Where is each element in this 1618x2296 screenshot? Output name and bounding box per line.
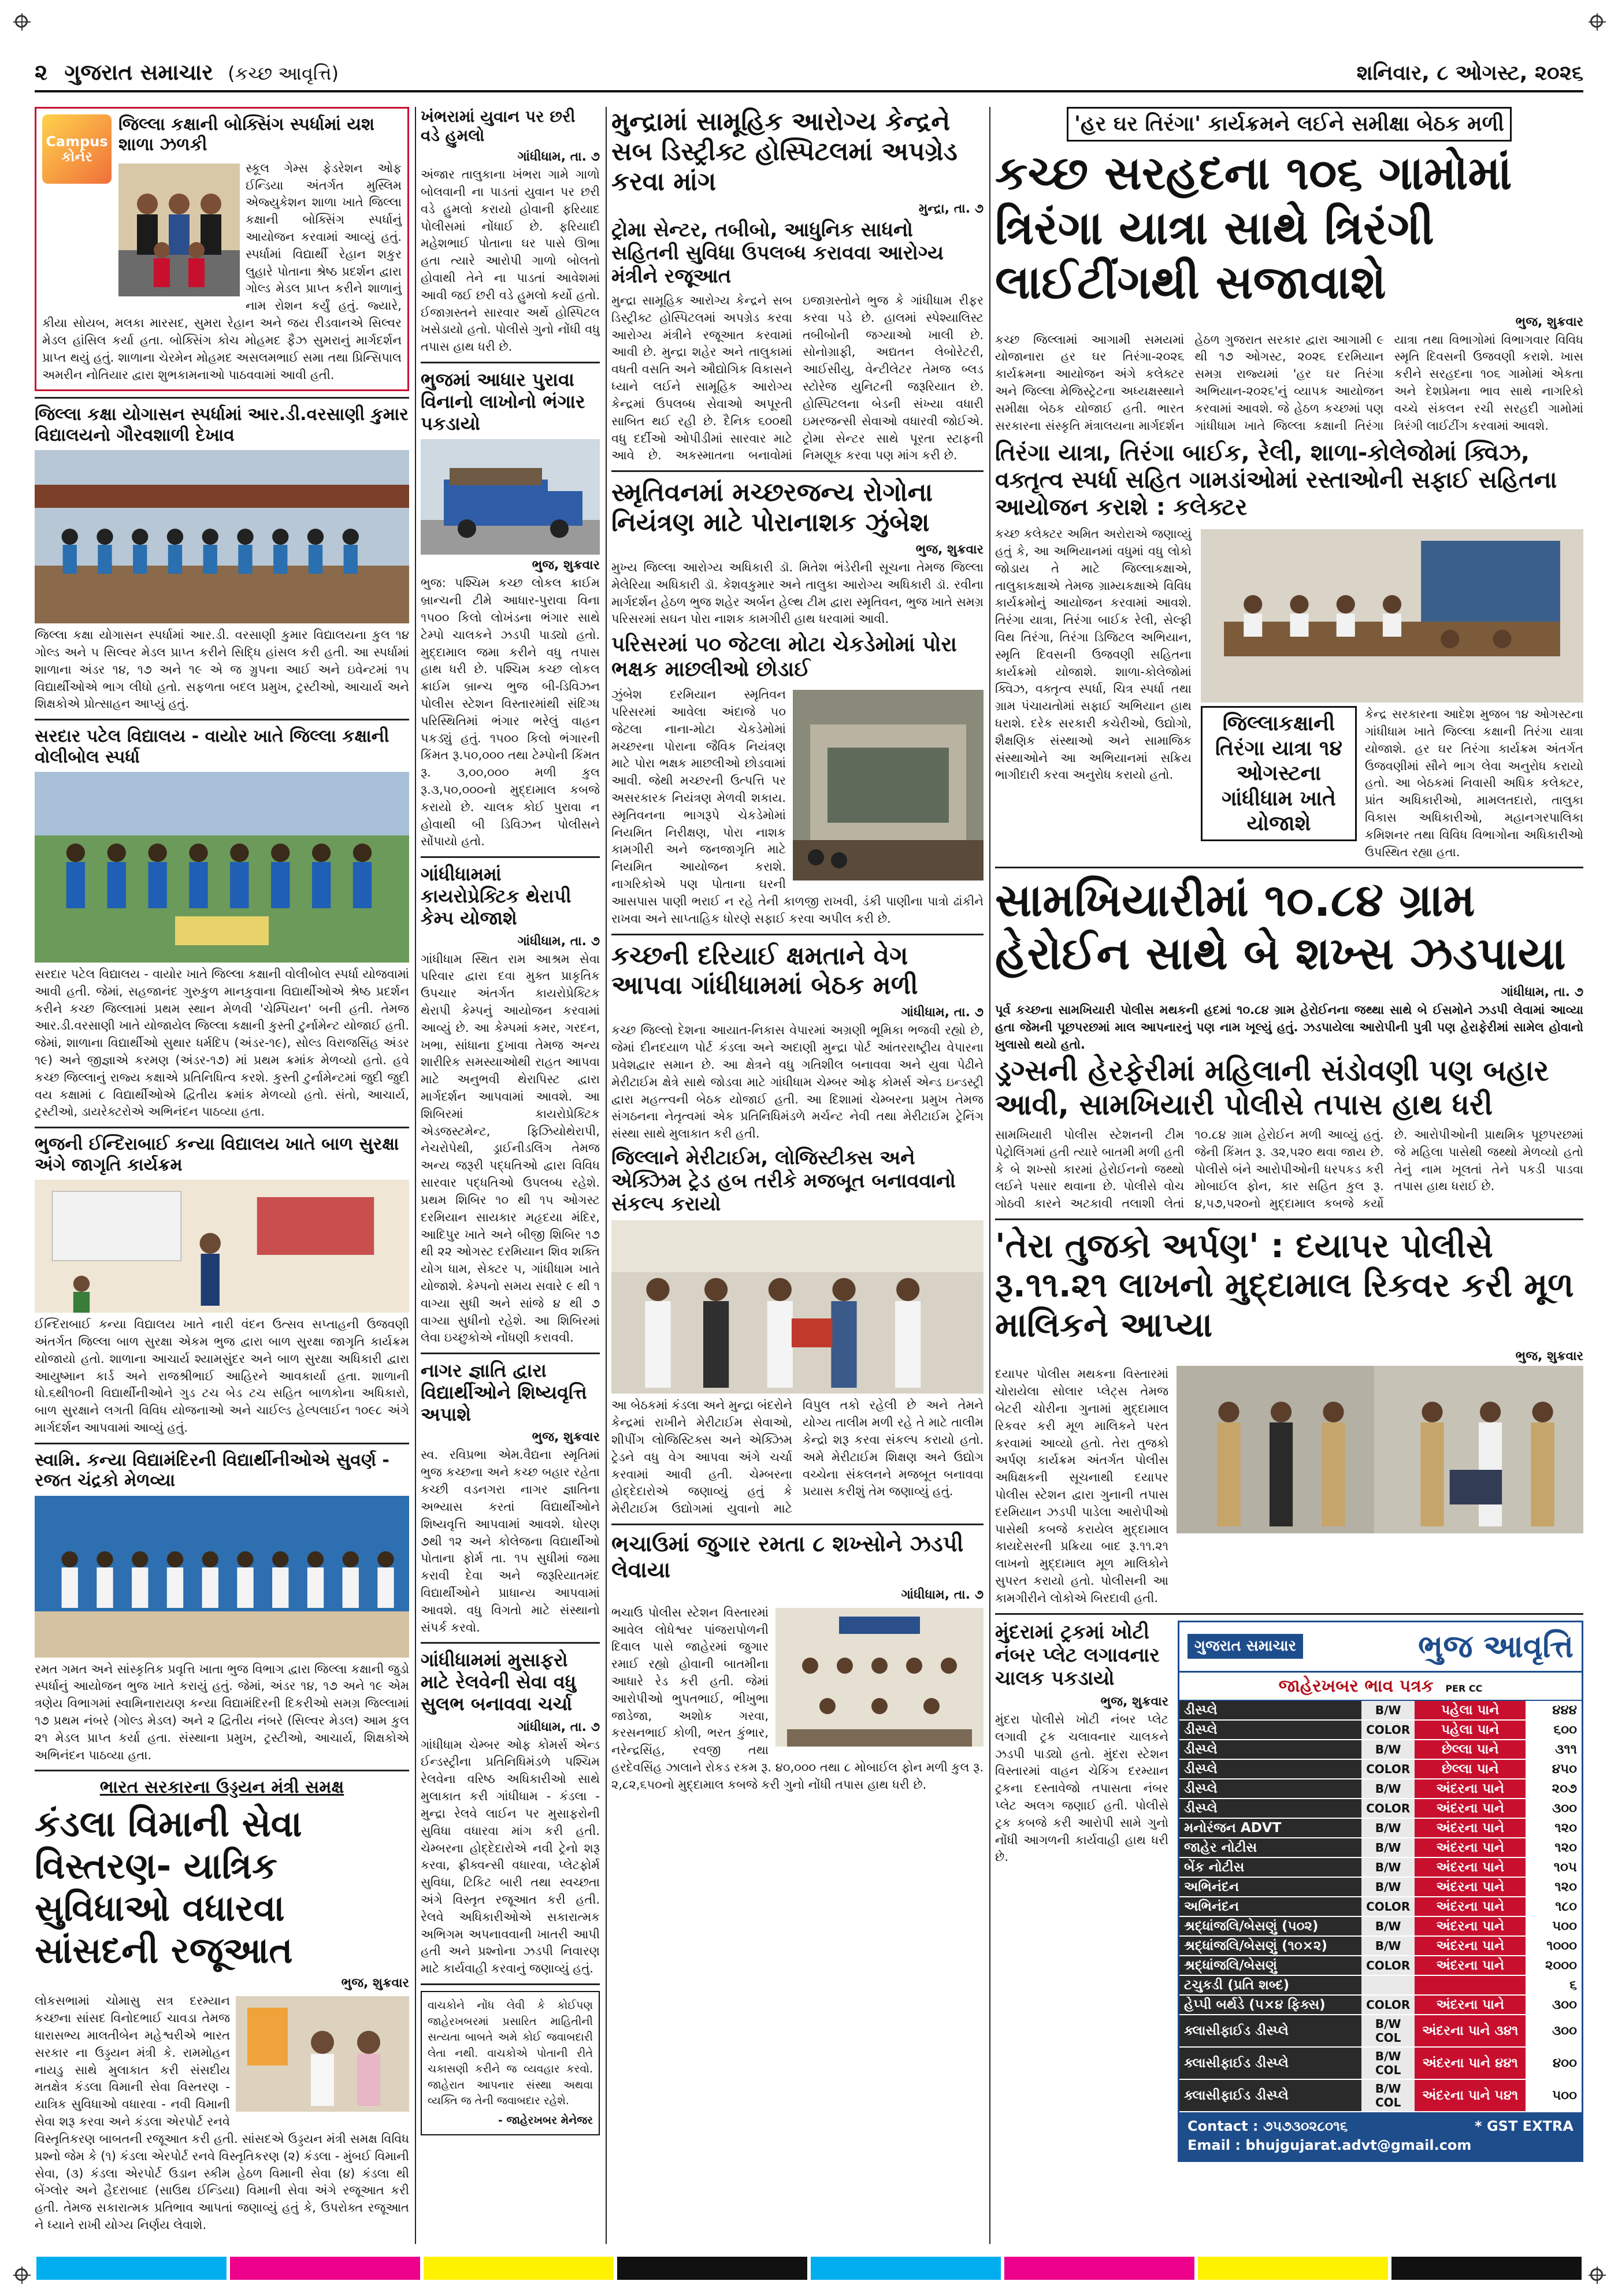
rate-cell-rate: ૫૦૦ [1526, 1916, 1582, 1936]
rate-row [1179, 1936, 1582, 1956]
rate-cell-color: B/W [1361, 1701, 1415, 1720]
article-mundra-hospital [611, 107, 984, 465]
disclaimer-signature: - જાહેરખબર મેનેજર [498, 2113, 593, 2127]
rate-cell-page: અંદરના પાને [1415, 1857, 1526, 1877]
gst-note: * GST EXTRA [1475, 2117, 1574, 2134]
divider [421, 1353, 600, 1354]
issue-date: શનિવાર, ૮ ઓગસ્ટ, ૨૦૨૬ [1356, 61, 1583, 85]
article-body: કેન્દ્ર સરકારના આદેશ મુજબ ૧૪ ઓગસ્ટના ગાંધીધામ ખાતે જિલ્લા કક્ષાની તિરંગા યાત્રા યોજાશે. હર ઘર તિરંગા કાર્યક્રમ અંતર્ગત ઉજવણીમાં સૌને ભાગ લેવા અનુરોધ કરાયો હતો. આ બેઠકમાં નિવાસી અધિક કલેક્ટર, પ્રાંત અધિકારીઓ, મામલતદારો, તાલુકા વિકાસ અધિકારીઓ, મહાનગરપાલિકા કમિશનર તથા વિવિધ વિભાગોના અધિકારીઓ ઉપસ્થિત રહ્યા હતા. [1365, 707, 1583, 859]
divider [611, 1524, 984, 1525]
rate-cell-page: અંદરના પાને [1415, 1956, 1526, 1975]
rate-cell-type: અભિનંદન [1179, 1897, 1361, 1916]
rate-cell-color: COLOR [1361, 1759, 1415, 1779]
article-volleyball [35, 726, 409, 1121]
photo-scene [775, 1608, 984, 1747]
article-body: ભચાઉ પોલીસ સ્ટેશન વિસ્તારમાં આવેલ લોધેશ્વર પાંજરાપોળની દિવાલ પાસે જાહેરમાં જુગાર રમાઈ રહ્યો હોવાની બાતમીના આધારે રેડ કરી હતી. જેમાં આરોપીઓ ભુપતભાઈ, ભીખુભા જાડેજા, અશોક ગરવા, કરસનભાઈ કોળી, ભરત કુંભાર, નરેન્દ્રસિંહ, રવજી તથા હરદેવસિંહ ઝાલાને રોકડ રકમ રૂ. ૪૦,૦૦૦ તથા ૮ મોબાઈલ ફોન મળી કુલ રૂ. ૨,૮૨,૬૫૦નો મુદ્દામાલ કબજે કરી ગુનો નોંધી તપાસ હાથ ધરી છે. [611, 1605, 984, 1792]
registration-mark-bl [15, 2268, 28, 2281]
article-body: મુંદરા પોલીસે ખોટી નંબર પ્લેટ લગાવી ટ્રક ચલાવનાર ચાલકને ઝડપી પાડ્યો હતો. મુંદરા સ્ટેશન વિસ્તારમાં વાહન ચેકિંગ દરમ્યાન ટ્રકના દસ્તાવેજો તપાસતા નંબર પ્લેટ અલગ જણાઈ હતી. પોલીસે ટ્રક કબજે કરી આરોપી સામે ગુનો નોંધી આગળની કાર્યવાહી હાથ ધરી છે. [995, 1712, 1168, 1864]
photo-yoga-team [35, 450, 409, 623]
article-headline: ગાંધીધામમાં મુસાફરો માટે રેલવેની સેવા વધુ સુલભ બનાવવા ચર્ચા [421, 1649, 576, 1715]
rate-cell-color: COLOR [1361, 1897, 1415, 1916]
rate-cell-color: B/W [1361, 1857, 1415, 1877]
ad-header [1179, 1622, 1582, 1673]
rate-cell-type: બેંક નોટીસ [1179, 1857, 1361, 1877]
article-body: સામખિયારી પોલીસ સ્ટેશનની ટીમ પેટ્રોલિંગમાં હતી ત્યારે બાતમી મળી હતી કે બે શખ્સો કારમાં હેરોઈનનો જથ્થો લઈને પસાર થવાના છે. પોલીસે વોચ ગોઠવી કારને અટકાવી તલાશી લેતાં ૧૦.૮૪ ગ્રામ હેરોઈન મળી આવ્યું હતું. જેની કિંમત રૂ. ૩૨,૫૨૦ થવા જાય છે. પોલીસે બંને આરોપીઓની ધરપકડ કરી મોબાઈલ ફોન, કાર સહિત કુલ રૂ. ૪,૫૭,૫૨૦નો મુદ્દામાલ કબજે કર્યો છે. આરોપીઓની પ્રાથમિક પૂછપરછમાં જે મહિલા પાસેથી જથ્થો મેળવ્યો હતો તેનું નામ ખૂલતાં તેને પકડી પાડવા તપાસ હાથ ધરાઈ છે. [995, 1127, 1583, 1211]
article-dateline: ગાંધીધામ, તા. ૭ [1501, 985, 1583, 1000]
rate-cell-color: B/W [1361, 1936, 1415, 1956]
photo-scene [35, 772, 409, 963]
rate-row [1179, 1720, 1582, 1740]
article-judo [35, 1450, 409, 1764]
rate-cell-rate: ૧૨૦ [1526, 1818, 1582, 1838]
article-body: અંજાર તાલુકાના ખંભરા ગામે ગાળો બોલવાની ના પાડતાં યુવાન પર છરી વડે હુમલો કરાયો હોવાની ફરિયાદ પોલીસમાં નોંધાઈ છે. ફરિયાદી મહેશભાઈ પોતાના ઘર પાસે ઊભા હતા ત્યારે આરોપી ગાળો બોલતો હોવાથી તેને ના પાડતાં આવેશમાં આવી જઈ છરી વડે હુમલો કર્યો હતો. ઈજાગ્રસ્તને સારવાર અર્થે હોસ્પિટલ ખસેડાયો હતો. પોલીસે ગુનો નોંધી વધુ તપાસ હાથ ધરી છે. [421, 168, 600, 354]
rate-cell-color: COLOR [1361, 1799, 1415, 1818]
rate-cell-color: COLOR [1361, 1720, 1415, 1740]
rate-row [1179, 1740, 1582, 1759]
article-scholarship [421, 1360, 600, 1636]
rate-cell-type: શ્રદ્ધાંજલિ/બેસણું (૫૦૨) [1179, 1916, 1361, 1936]
photo-scene [118, 164, 240, 296]
ad-subtitle-text: જાહેરખબર ભાવ પત્રક [1278, 1675, 1434, 1696]
colour-swatch-black [1391, 2257, 1582, 2280]
column-local-briefs [421, 107, 600, 2244]
photo-scene [1201, 529, 1583, 703]
rate-cell-page: અંદરના પાને [1415, 1779, 1526, 1799]
rate-cell-type: ડીસ્પ્લે [1179, 1701, 1361, 1720]
rate-cell-page: અંદરના પાને [1415, 1838, 1526, 1857]
article-kicker: 'હર ઘર તિરંગા' કાર્યક્રમને લઈને સમીક્ષા બેઠક મળી [1067, 107, 1512, 142]
rate-cell-type: મનોરંજન ADVT [1179, 1818, 1361, 1838]
rate-cell-page: છેલ્લા પાને [1415, 1759, 1526, 1779]
rate-cell-page: અંદરના પાને [1415, 1897, 1526, 1916]
rate-cell-rate: ૪૪૪ [1526, 1701, 1582, 1720]
rate-row [1179, 1838, 1582, 1857]
registration-mark-tl [15, 15, 28, 28]
registration-mark-tr [1590, 15, 1603, 28]
article-smritivan [611, 478, 984, 927]
colour-swatch-cyan [811, 2257, 1001, 2280]
ad-title: ભુજ આવૃત્તિ [1418, 1628, 1574, 1665]
article-yoga [35, 404, 409, 713]
rate-cell-rate: ૧૦૦૦ [1526, 1936, 1582, 1956]
rate-cell-rate: ૨૦૦૦ [1526, 1956, 1582, 1975]
rate-cell-color: B/W COL [1361, 2015, 1415, 2047]
photo-seized-scrap [421, 439, 600, 555]
article-body: દયાપર પોલીસ મથકના વિસ્તારમાં ચોરાયેલા સોલાર પ્લેટ્સ તેમજ બેટરી ચોરીના ગુનામાં મુદ્દામાલ રિકવર કરી મૂળ માલિકને પરત કરવામાં આવ્યો હતો. તેરા તુજકો અર્પણ કાર્યક્રમ અંતર્ગત પોલીસ અધિક્ષકની સૂચનાથી દયાપર પોલીસ સ્ટેશન દ્વારા ગુનાની તપાસ દરમિયાન ઝડપી પાડેલા આરોપીઓ પાસેથી કબજે કરાયેલ મુદ્દામાલ કાયદેસરની પ્રક્રિયા બાદ રૂ.૧૧.૨૧ લાખનો મુદ્દામાલ મૂળ માલિકોને સુપરત કરાયો હતો. પોલીસની આ કામગીરીને લોકોએ બિરદાવી હતી. [995, 1367, 1168, 1605]
ad-subtitle [1179, 1673, 1582, 1701]
rate-cell-color: B/W [1361, 1818, 1415, 1838]
paper-name: ગુજરાત સમાચાર [64, 60, 213, 85]
article-body: કચ્છ જિલ્લો દેશના આયાત-નિકાસ વેપારમાં અગ્રણી ભૂમિકા ભજવી રહ્યો છે, જેમાં દીનદયાળ પોર્ટ કંડલા અને અદાણી મુન્દ્રા પોર્ટ આંતરરાષ્ટ્રીય વેપારના પ્રવેશદ્વાર સમાન છે. આ ક્ષેત્રને વધુ ગતિશીલ બનાવવા અને યુવા પેઢીને મેરીટાઈમ ક્ષેત્રે સાથે જોડવા માટે ગાંધીધામ ચેમ્બર ઓફ કોમર્સ એન્ડ ઇન્ડસ્ટ્રી દ્વારા મહત્ત્વની બેઠક યોજાઈ હતી. આ દિશામાં ચેમ્બરના પ્રમુખ તેમજ સંગઠનના નેતૃત્વમાં એક પ્રતિનિધિમંડળે મર્ચન્ટ નેવી તથા મેરીટાઈમ ટ્રેનિંગ સંસ્થા સાથે મુલાકાત કરી હતી. [611, 1023, 984, 1141]
rate-cell-color [1361, 1975, 1415, 1995]
rate-row [1179, 2047, 1582, 2079]
article-headline: સામખિયારીમાં ૧૦.૮૪ ગ્રામ હેરોઈન સાથે બે શખ્સ ઝડપાયા [995, 875, 1566, 980]
divider [421, 856, 600, 858]
rate-cell-page: છેલ્લા પાને [1415, 1740, 1526, 1759]
article-headline: મુન્દ્રામાં સામૂહિક આરોગ્ય કેન્દ્રને સબ ડિસ્ટ્રીક્ટ હોસ્પિટલમાં અપગ્રેડ કરવા માંગ [611, 107, 958, 196]
rate-cell-page: અંદરના પાને ૪૪૧ [1415, 2047, 1526, 2079]
rate-cell-color: B/W [1361, 1916, 1415, 1936]
article-headline: સ્મૃતિવનમાં મચ્છરજન્ય રોગોના નિયંત્રણ માટે પોરાનાશક ઝુંબેશ [611, 478, 933, 538]
rate-row [1179, 1897, 1582, 1916]
article-dateline: ગાંધીધામ, તા. ૭ [901, 1587, 984, 1602]
photo-review-meeting [1201, 529, 1583, 703]
photo-boxing-team [118, 164, 240, 296]
rate-cell-page: અંદરના પાને [1415, 1936, 1526, 1956]
article-body: લોકસભામાં ચોમાસુ સત્ર દરમ્યાન કચ્છના સાંસદ વિનોદભાઈ ચાવડા તેમજ ધારાસભ્ય માલતીબેન મહેશ્વરીએ ભારત સરકાર ના ઉડ્ડયન મંત્રી કે. રામમોહન નાયડુ સાથે મુલાકાત કરી સંસદીય મતક્ષેત્ર કંડલા વિમાની સેવા વિસ્તરણ - યાત્રિક સુવિધાઓ વધારવા - નવી વિમાની સેવા શરૂ કરવા અને કંડલા એરપોર્ટ રનવે વિસ્તૃતિકરણ બાબતની રજૂઆત કરી હતી. સાંસદએ ઉડ્ડયન મંત્રી સમક્ષ વિવિધ પ્રશ્નો જેમ કે (૧) કંડલા એરપોર્ટ રનવે વિસ્તૃતિકરણ (૨) કંડલા - મુંબઈ વિમાની સેવા, (૩) કંડલા એરપોર્ટ ઉડાન સ્કીમ હેઠળ વિમાની સેવા (૪) કંડલા થી બેંગ્લોર અને હૈદરાબાદ (સાઉથ ઈન્ડિયા) વિમાની સેવા અંગે રજૂઆત કરી હતી. તેમજ સકારાત્મક પ્રતિભાવ આપતાં જણાવ્યું હતું કે, ઉપરોક્ત રજૂઆત ને ધ્યાને રાખી યોગ્ય નિર્ણય લેવાશે. [35, 1994, 409, 2232]
photo-accused-group [775, 1608, 984, 1747]
article-dateline: ભુજ, શુક્રવાર [1100, 1694, 1168, 1709]
rate-cell-page: અંદરના પાને [1415, 1877, 1526, 1897]
rate-cell-type: ડીસ્પ્લે [1179, 1720, 1361, 1740]
rate-cell-rate: ૧૦૫ [1526, 1857, 1582, 1877]
article-headline: ભચાઉમાં જુગાર રમતા ૮ શખ્સોને ઝડપી લેવાયા [611, 1531, 964, 1582]
photo-volleyball-team [35, 772, 409, 963]
photo-handover [1177, 1366, 1583, 1533]
photo-scene [793, 690, 984, 880]
colour-swatch-black [617, 2257, 807, 2280]
article-headline: ભુજમાં આધાર પુરાવા વિનાનો લાખોનો ભંગાર પકડાયો [421, 369, 585, 434]
rate-cell-type: ક્લાસીફાઈડ ડીસ્પ્લે [1179, 2047, 1361, 2079]
divider [995, 1613, 1583, 1615]
article-dateline: ગાંધીધામ, તા. ૭ [517, 150, 600, 165]
article-bhachau-gambling [611, 1531, 984, 1794]
contact-label: Contact : [1187, 2117, 1259, 2134]
rate-cell-rate: ૧૮૦ [1526, 1897, 1582, 1916]
rate-table [1179, 1701, 1582, 2112]
column-regional-news [611, 107, 984, 2244]
ad-brand-logo: ગુજરાત સમાચાર [1187, 1634, 1303, 1659]
rate-cell-rate: ૪૫૦ [1526, 1759, 1582, 1779]
divider [611, 470, 984, 472]
article-dateline: ગાંધીધામ, તા. ૭ [517, 1719, 600, 1734]
registration-mark-br [1590, 2268, 1603, 2281]
divider [995, 867, 1583, 868]
article-body: આ બેઠકમાં કંડલા અને મુન્દ્રા બંદરોને કેન્દ્રમાં રાખીને મેરીટાઈમ સેવાઓ, શીપીંગ લોજિસ્ટિક્સ અને એક્ઝિમ ટ્રેડને વધુ વેગ આપવા અંગે ચર્ચા કરવામાં આવી હતી. ચેમ્બરના હોદ્દેદારોએ જણાવ્યું હતું કે મેરીટાઈમ ઉદ્યોગમાં યુવાનો માટે વિપુલ તકો રહેલી છે અને તેમને યોગ્ય તાલીમ મળી રહે તે માટે તાલીમ કેન્દ્રો શરૂ કરવા સંકલ્પ કરાયો હતો. અમે મેરીટાઈમ શિક્ષણ અને ઉદ્યોગ વચ્ચેના સંકલનને મજબૂત બનાવવા પ્રયાસ કરીશું તેમ જણાવ્યું હતું. [611, 1398, 984, 1516]
article-body: ભુજ: પશ્ચિમ કચ્છ લોકલ ક્રાઈમ બ્રાન્ચની ટીમે આધાર-પુરાવા વિના ૧૫૦૦ કિલો લોખંડના ભંગાર સાથે ટેમ્પો ચાલકને ઝડપી પાડ્યો હતો. મુદ્દામાલ જમા કરીને વધુ તપાસ હાથ ધરી છે. પશ્ચિમ કચ્છ લોકલ ક્રાઈમ બ્રાન્ચ ભુજ બી-ડિવિઝન પોલીસ સ્ટેશન વિસ્તારમાંથી સંદિગ્ધ પરિસ્થિતિમાં ભંગાર ભરેલું વાહન પકડ્યું હતું. ૧૫૦૦ કિલો ભંગારની કિંમત રૂ.૫૦,૦૦૦ તથા ટેમ્પોની કિંમત રૂ. ૩,૦૦,૦૦૦ મળી કુલ રૂ.૩,૫૦,૦૦૦નો મુદ્દામાલ કબજે કરાયો છે. ચાલક કોઈ પુરાવા ન હોવાથી બી ડિવિઝન પોલીસને સોંપાયો હતો. [421, 576, 600, 849]
rate-cell-color: B/W [1361, 1838, 1415, 1857]
column-school-news [35, 107, 409, 2244]
rate-row [1179, 1995, 1582, 2015]
rate-cell-page: અંદરના પાને ૩૪૧ [1415, 2015, 1526, 2047]
article-boxing [35, 107, 409, 391]
divider [35, 1127, 409, 1128]
photo-scene [1177, 1366, 1583, 1533]
article-maritime [611, 941, 984, 1518]
article-lead: પૂર્વ કચ્છના સામખિયારી પોલીસ મથકની હદમાં ૧૦.૮૪ ગ્રામ હેરોઈનના જથ્થા સાથે બે ઈસમોને ઝડપી લેવામાં આવ્યા હતા જેમની પૂછપરછમાં માલ આપનારનું પણ નામ ખૂલ્યું હતું. ઝડપાયેલા આરોપીની પુત્રી પણ હેરાફેરીમાં સામેલ હોવાનો ખુલાસો થયો હતો. [995, 1003, 1583, 1052]
photo-scene [611, 1220, 984, 1394]
article-dateline: મુન્દ્રા, તા. ૭ [918, 201, 984, 216]
article-kandla-airport [35, 1777, 409, 2234]
colour-swatch-magenta [1004, 2257, 1194, 2280]
rate-cell-type: ડીસ્પ્લે [1179, 1799, 1361, 1818]
photo-scene [35, 1496, 409, 1658]
rate-row [1179, 2015, 1582, 2047]
rate-cell-type: હેપ્પી બર્થડે (૫×૪ ફિક્સ) [1179, 1995, 1361, 2015]
rate-cell-type: ડીસ્પ્લે [1179, 1779, 1361, 1799]
rate-cell-color: B/W COL [1361, 2047, 1415, 2079]
photo-awareness-event [35, 1180, 409, 1313]
column-lead-news [995, 107, 1583, 2244]
rate-cell-type: ડીસ્પ્લે [1179, 1759, 1361, 1779]
article-body: મુન્દ્રા સામૂહિક આરોગ્ય કેન્દ્રને સબ ડિસ્ટ્રીક્ટ હોસ્પિટલમાં અપગ્રેડ કરવા આરોગ્ય મંત્રીને રજૂઆત કરવામાં આવી છે. મુન્દ્રા શહેર અને તાલુકામાં વધતી વસતિ અને ઔદ્યોગિક વિકાસને ધ્યાને લઈને સામૂહિક આરોગ્ય કેન્દ્રમાં ઉપલબ્ધ સેવાઓ અપૂરતી સાબિત થઈ રહી છે. દૈનિક ૬૦૦થી વધુ દર્દીઓ ઓપીડીમાં સારવાર માટે આવે છે. અકસ્માતના બનાવોમાં ઇજાગ્રસ્તોને ભુજ કે ગાંધીધામ રીફર કરવા પડે છે. હાલમાં સ્પેશ્યાલિસ્ટ તબીબોની જગ્યાઓ ખાલી છે. સોનોગ્રાફી, અદ્યતન લેબોરેટરી, આઈસીયુ, વેન્ટીલેટર તેમજ બ્લડ સ્ટોરેજ યુનિટની જરૂરિયાત છે. હોસ્પિટલના બેડની સંખ્યા વધારી ઇમરજન્સી સેવાઓ વધારવી જોઈએ. ટ્રોમા સેન્ટર સાથે પૂરતા સ્ટાફની નિમણૂક કરવા પણ માંગ કરી છે. [611, 293, 984, 463]
rate-cell-color: B/W [1361, 1877, 1415, 1897]
article-headline: ગાંધીધામમાં કાયરોપ્રેક્ટિક થેરાપી કેમ્પ યોજાશે [421, 863, 572, 929]
article-headline: જિલ્લા કક્ષાની બોક્સિંગ સ્પર્ધામાં યશ શાળા ઝળકી [118, 114, 375, 155]
rate-cell-color: COLOR [1361, 1995, 1415, 2015]
article-subhead: ટ્રોમા સેન્ટર, તબીબો, આધુનિક સાધનો સહિતની સુવિધા ઉપલબ્ધ કરાવવા આરોગ્ય મંત્રીને રજૂઆત [611, 218, 944, 288]
article-headline: સ્વામિ. કન્યા વિદ્યામંદિરની વિદ્યાર્થીનીઓએ સુવર્ણ - રજત ચંદ્રકો મેળવ્યા [35, 1450, 389, 1491]
article-mundra-truck [995, 1621, 1168, 2162]
rate-cell-type: ટચુકડી (પ્રતિ શબ્દ) [1179, 1975, 1361, 1995]
rate-cell-type: ક્લાસીફાઈડ ડીસ્પ્લે [1179, 2079, 1361, 2112]
article-headline: કચ્છની દરિયાઈ ક્ષમતાને વેગ આપવા ગાંધીધામમાં બેઠક મળી [611, 941, 918, 1001]
article-subhead: જિલ્લાને મેરીટાઈમ, લોજિસ્ટીક્સ અને એક્ઝિમ ટ્રેડ હબ તરીકે મજબૂત બનાવવાનો સંકલ્પ કરાયો [611, 1146, 956, 1216]
rate-table-body [1179, 1701, 1582, 2112]
colour-swatch-magenta [230, 2257, 420, 2280]
rate-cell-type: ક્લાસીફાઈડ ડીસ્પ્લે [1179, 2015, 1361, 2047]
article-headline: મુંદરામાં ટ્રકમાં ખોટી નંબર પ્લેટ લગાવનાર ચાલક પકડાયો [995, 1620, 1160, 1690]
rate-cell-page: અંદરના પાને [1415, 1799, 1526, 1818]
article-headline: કચ્છ સરહદના ૧૦૬ ગામોમાં ત્રિરંગા યાત્રા સાથે ત્રિરંગી લાઈટીંગથી સજાવાશે [995, 146, 1512, 310]
photo-scene [35, 450, 409, 623]
rate-cell-rate: ૬ [1526, 1975, 1582, 1995]
article-body: ગાંધીધામ સ્થિત રામ આશ્રમ સેવા પરિવાર દ્વારા દવા મુક્ત પ્રાકૃતિક ઉપચાર અંતર્ગત કાયરોપ્રેક્ટિક થેરાપી કેમ્પનું આયોજન કરવામાં આવ્યું છે. આ કેમ્પમાં કમર, ગરદન, ખભા, સાંધાના દુખાવા તેમજ અન્ય શારીરિક સમસ્યાઓથી રાહત આપવા માટે અનુભવી થેરાપિસ્ટ દ્વારા માર્ગદર્શન આપવામાં આવશે. આ શિબિરમાં કાયરોપ્રેક્ટિક એડજસ્ટમેન્ટ, ફિઝિયોથેરાપી, નેચરોપેથી, ડ્રાઈનીડલિંગ તેમજ અન્ય જરૂરી પદ્ધતિઓ દ્વારા વિવિધ સારવાર પદ્ધતિઓ ઉપલબ્ધ રહેશે. પ્રથમ શિબિર ૧૦ થી ૧૫ ઓગસ્ટ દરમિયાન સાયકાર મહૃદયા મંદિર, આદિપુર ખાતે અને બીજી શિબિર ૧૭ થી ૨૨ ઓગસ્ટ દરમિયાન શિવ શક્તિ યોગ ધામ, સેક્ટર ૫, ગાંધીધામ ખાતે યોજાશે. કેમ્પનો સમય સવારે ૯ થી ૧ વાગ્યા સુધી અને સાંજે ૪ થી ૭ વાગ્યા સુધીનો રહેશે. આ શિબિરમાં લેવા ઇચ્છુકોએ નોંધણી કરાવવી. [421, 952, 600, 1345]
divider [421, 1642, 600, 1644]
rate-cell-page: પહેલા પાને [1415, 1720, 1526, 1740]
photo-chamber-meeting [611, 1220, 984, 1394]
article-headline: કંડલા વિમાની સેવા વિસ્તરણ- યાત્રિક સુવિધાઓ વધારવા સાંસદની રજૂઆત [35, 1802, 302, 1972]
rate-cell-type: શ્રદ્ધાંજલિ/બેસણું [1179, 1956, 1361, 1975]
rate-cell-color: B/W [1361, 1779, 1415, 1799]
rate-row [1179, 1779, 1582, 1799]
rate-cell-color: B/W [1361, 1740, 1415, 1759]
column-rule [415, 107, 416, 2244]
rate-row [1179, 1857, 1582, 1877]
colour-swatch-yellow [1198, 2257, 1388, 2280]
disclaimer-text: વાચકોને નોંધ લેવી કે કોઈપણ જાહેરખબરમાં પ્રસારિત માહિતીની સત્યતા બાબતે અમે કોઈ જવાબદારી લેતા નથી. વાચકોએ પોતાની રીતે ચકાસણી કરીને જ વ્યવહાર કરવો. જાહેરાત આપનાર સંસ્થા અથવા વ્યક્તિ જ તેની જવાબદાર રહેશે. [428, 1999, 593, 2108]
photo-judo-team [35, 1496, 409, 1658]
rate-row [1179, 1916, 1582, 1936]
article-body: સ્કૂલ ગેમ્સ ફેડરેશન ઓફ ઈન્ડિયા અંતર્ગત મુસ્લિમ એજ્યુકેશન શાળા ખાતે જિલ્લા કક્ષાની બોક્સિંગ સ્પર્ધાનું આયોજન કરવામાં આવ્યું હતું. સ્પર્ધામાં વિદ્યાર્થી રેહાન શકુર લુહારે પોતાના શ્રેષ્ઠ પ્રદર્શન દ્વારા ગોલ્ડ મેડલ પ્રાપ્ત કરીને શાળાનું નામ રોશન કર્યું હતું. જ્યારે, કીયા સોયબ, મલકા મારસદ, સુમરા રેહાન અને જય રીડવાનએ સિલ્વર મેડલ હાંસિલ કર્યા હતા. બોક્સિંગ કોચ મોહમદ ફૈઝ સુમરાનું માર્ગદર્શન પ્રાપ્ત થયું હતું. શાળાના ચેરમેન મોહમદ અસલમભાઈ સમા તથા પ્રિન્સિપાલ અમરીન નોતિયાર દ્વારા શુભકામનાઓ પાઠવવામાં આવી હતી. [42, 161, 402, 382]
rate-cell-rate: ૧૨૦ [1526, 1838, 1582, 1857]
article-headline: સરદાર પટેલ વિદ્યાલય - વાયોર ખાતે જિલ્લા કક્ષાની વોલીબોલ સ્પર્ધા [35, 726, 389, 767]
rate-cell-type: જાહેર નોટીસ [1179, 1838, 1361, 1857]
article-body: સ્વ. રવિપ્રભા એમ.વૈદ્યના સ્મૃતિમાં ભુજ કચ્છના અને કચ્છ બહાર રહેતા કચ્છી વડનગરા નાગર જ્ઞાતિના અભ્યાસ કરતાં વિદ્યાર્થીઓને શિષ્યવૃત્તિ આપવામાં આવશે. ધોરણ ૭થી ૧૨ અને કોલેજના વિદ્યાર્થીઓ પોતાના ફોર્મ તા. ૧૫ સુધીમાં જમા કરાવી દેવા અને જરૂરિયાતમંદ વિદ્યાર્થીઓને પ્રાધાન્ય આપવામાં આવશે. વધુ વિગતો માટે સંસ્થાનો સંપર્ક કરવો. [421, 1448, 600, 1634]
rate-cell-page: અંદરના પાને [1415, 1916, 1526, 1936]
article-body: જિલ્લા કક્ષા યોગાસન સ્પર્ધામાં આર.ડી. વરસાણી કુમાર વિદ્યાલયના કુલ ૧૪ ગોલ્ડ અને ૫ સિલ્વર મેડલ પ્રાપ્ત કરીને સિદ્ધિ હાંસલ કરી હતી. આ સ્પર્ધામાં શાળાના અંડર ૧૪, ૧૭ અને ૧૯ એ જ ગ્રુપના આઈ અને ઇવેન્ટમાં ૧૫ વિદ્યાર્થીઓએ ભાગ લીધો હતો. સફળતા બદલ પ્રમુખ, ટ્રસ્ટીઓ, આચાર્ય અને શિક્ષકોએ પ્રોત્સાહન આપ્યું હતું. [35, 628, 409, 711]
article-body: મુખ્ય જિલ્લા આરોગ્ય અધિકારી ડૉ. મિતેશ ભંડેરીની સૂચના તેમજ જિલ્લા મેલેરિયા અધિકારી ડૉ. કેશવકુમાર અને તાલુકા આરોગ્ય અધિકારી ડૉ. રવીના માર્ગદર્શન હેઠળ ભુજ શહેર અર્બન હેલ્થ ટીમ દ્વારા સ્મૃતિવન, ભુજ ખાતે સમગ્ર પરિસરમાં સઘન પોરા નાશક કામગીરી હાથ ધરવામાં આવી. [611, 560, 984, 626]
divider [35, 1443, 409, 1444]
article-body: કચ્છ જિલ્લામાં આગામી સમયમાં યોજાનારા હર ઘર તિરંગા-૨૦૨૬ કાર્યક્રમના આયોજન અંગે કલેક્ટર અને જિલ્લા મેજિસ્ટ્રેટના અધ્યક્ષસ્થાને સમીક્ષા બેઠક યોજાઈ હતી. ભારત સરકારના સંસ્કૃતિ મંત્રાલયના માર્ગદર્શન હેઠળ ગુજરાત સરકાર દ્વારા આગામી ૯ થી ૧૭ ઓગસ્ટ, ૨૦૨૬ દરમિયાન સમગ્ર રાજ્યમાં 'હર ઘર તિરંગા અભિયાન-૨૦૨૬'નું વ્યાપક આયોજન કરવામાં આવશે. જે હેઠળ કચ્છમાં પણ ગાંધીધામ ખાતે જિલ્લા કક્ષાની તિરંગા યાત્રા તથા વિભાગોમાં વિભાગવાર વિવિધ સ્મૃતિ દિવસની ઉજવણી કરાશે. ખાસ કરીને સરહદના ૧૦૬ ગામોમાં એકતા અને દેશપ્રેમના ભાવ સાથે નાગરિકો વચ્ચે સંકલન રચી સરહદી ગામોમાં ત્રિરંગી લાઈટીંગ કરવામાં આવશે. [995, 332, 1583, 433]
article-subhead: ડ્રગ્સની હેરફેરીમાં મહિલાની સંડોવણી પણ બહાર આવી, સામખિયારી પોલીસે તપાસ હાથ ધરી [995, 1053, 1549, 1121]
rate-cell-page [1415, 1975, 1526, 1995]
email-value: bhujgujarat.advt@gmail.com [1245, 2137, 1472, 2154]
article-scrap [421, 369, 600, 850]
divider [35, 1770, 409, 1771]
divider [995, 1218, 1583, 1220]
colour-swatch-cyan [36, 2257, 227, 2280]
masthead [35, 51, 1583, 92]
rate-cell-rate: ૨૦૭ [1526, 1779, 1582, 1799]
article-dateline: ગાંધીધામ, તા. ૭ [517, 934, 600, 949]
rate-row [1179, 1877, 1582, 1897]
colour-bar [35, 2257, 1583, 2280]
rate-row [1179, 1956, 1582, 1975]
divider [35, 397, 409, 399]
article-dateline: ભુજ, શુક્રવાર [532, 558, 600, 573]
rate-cell-rate: ૩૦૦ [1526, 2015, 1582, 2047]
article-subhead: પરિસરમાં ૫૦ જેટલા મોટા ચેકડેમોમાં પોરા ભક્ષક માછલીઓ છોડાઈ [611, 633, 957, 681]
divider [35, 719, 409, 720]
campus-corner-logo: Campus કોર્નર [42, 114, 112, 184]
article-dateline: ભુજ, શુક્રવાર [1515, 1349, 1583, 1364]
rate-cell-page: અંદરના પાને [1415, 1995, 1526, 2015]
rate-cell-rate: ૩૦૦ [1526, 1995, 1582, 2015]
email-label: Email : [1187, 2137, 1241, 2154]
article-body: ઈન્દિરાબાઈ કન્યા વિદ્યાલય ખાતે નારી વંદન ઉત્સવ સપ્તાહની ઉજવણી અંતર્ગત જિલ્લા બાળ સુરક્ષા એકમ ભુજ દ્વારા બાળ સુરક્ષા જાગૃતિ કાર્યક્રમ યોજાયો હતો. શાળાના આચાર્ય શ્યામસુંદર અને બાળ સુરક્ષા અધિકારી દ્વારા આયુષ્માન કાર્ડ અને રાજશ્રીભાઈ આહિરને આવકાર્યા હતા. શાળાની ધો.૬થી૧૦ની વિદ્યાર્થીનીઓને ગુડ ટચ બેડ ટચ સહિત બાળકોના અધિકારો, બાળ સુરક્ષાને લગતી વિવિધ યોજનાઓ અને ચાઈલ્ડ હેલ્પલાઈન ૧૦૯૮ અંગે માર્ગદર્શન આપવામાં આવ્યું હતું. [35, 1317, 409, 1435]
rate-cell-rate: ૪૦૦ [1526, 2047, 1582, 2079]
article-body: સરદાર પટેલ વિદ્યાલય - વાયોર ખાતે જિલ્લા કક્ષાની વોલીબોલ સ્પર્ધા યોજવામાં આવી હતી. જેમાં, સહજાનંદ ગુરુકુળ માનકુવાના વિદ્યાર્થીઓએ શ્રેષ્ઠ પ્રદર્શન કરીને કચ્છ જિલ્લામાં પ્રથમ સ્થાન મેળવી 'ચેમ્પિયન' બની હતી. તેમજ આર.ડી.વરસાણી ખાતે યોજાયેલ જિલ્લા કક્ષાની કુસ્તી ટુર્નામેન્ટ યોજાઈ હતી. જેમાં, શાળાના વિદ્યાર્થીઓ સુથાર ધર્મદિપ (અંડર-૧૯), સોલ્ડ વિરાજસિંહ અંડર ૧૯) અને જીજ્ઞાએ કરમણ (અંડર-૧૭) માં પ્રથમ ક્રમાંક મેળવ્યો હતો. હવે કચ્છ જિલ્લાનું રાજ્ય કક્ષાએ પ્રતિનિધિત્વ કરશે. કુસ્તી ટુર્નામેન્ટમાં જુદી જુદી વય કક્ષામાં ૮ વિદ્યાર્થીઓએ દ્વિતીય ક્રમાંક મેળવ્યો હતો. સંતો, આચાર્ય, ટ્રસ્ટીઓ, ડાયરેક્ટરોએ અભિનંદન પાઠવ્યા હતા. [35, 967, 409, 1119]
colour-swatch-yellow [424, 2257, 614, 2280]
article-headline: જિલ્લા કક્ષા યોગાસન સ્પર્ધામાં આર.ડી.વરસાણી કુમાર વિદ્યાલયનો ગૌરવશાળી દેખાવ [35, 404, 409, 445]
article-heroin [995, 874, 1583, 1213]
advertiser-disclaimer [421, 1991, 600, 2135]
article-body: ગાંધીધામ ચેમ્બર ઓફ કોમર્સ એન્ડ ઈન્ડસ્ટ્રીના પ્રતિનિધિમંડળે પશ્ચિમ રેલવેના વરિષ્ઠ અધિકારીઓ સાથે મુલાકાત કરી ગાંધીધામ - કંડલા - મુન્દ્રા રેલવે લાઈન પર મુસાફરોની સુવિધા વધારવા માંગ કરી હતી. ચેમ્બરના હોદ્દેદારોએ નવી ટ્રેનો શરૂ કરવા, ફ્રીક્વન્સી વધારવા, પ્લેટફોર્મ સુવિધા, ટિકિટ બારી તથા સ્વચ્છતા અંગે વિસ્તૃત રજૂઆત કરી હતી. રેલવે અધિકારીઓએ સકારાત્મક અભિગમ અપનાવવાની ખાતરી આપી હતી અને પ્રશ્નોના ઝડપી નિવારણ માટે કાર્યવાહી કરવાનું જણાવ્યું હતું. [421, 1737, 600, 1976]
rate-cell-rate: ૩૧૧ [1526, 1740, 1582, 1759]
rate-row [1179, 1759, 1582, 1779]
photo-scene [236, 1996, 409, 2112]
article-dayapar [995, 1226, 1583, 1607]
divider [611, 934, 984, 935]
photo-mp-meeting [236, 1996, 409, 2112]
article-subhead: તિરંગા યાત્રા, તિરંગા બાઈક, રેલી, શાળા-કોલેજોમાં ક્વિઝ, વક્તૃત્વ સ્પર્ધા સહિત ગામડાંઓમાં રસ્તાઓની સફાઈ સહિતના આયોજન કરાશે : કલેક્ટર [995, 439, 1557, 521]
article-body: રમત ગમત અને સાંસ્કૃતિક પ્રવૃત્તિ ખાતા ભુજ વિભાગ દ્વારા જિલ્લા કક્ષાની જુડો સ્પર્ધાનું આયોજન ભુજ ખાતે કરાયું હતું. જેમાં, અંડર ૧૪, ૧૭ અને ૧૯ એમ ત્રણેય વિભાગમાં સ્વામિનારાયણ કન્યા વિદ્યામંદિરની દિકરીઓ સમગ્ર જિલ્લામાં ૧૭ પ્રથમ નંબરે (ગોલ્ડ મેડલ) અને ૨ દ્વિતીય નંબરે (સિલ્વર મેડલ) આમ કુલ ૨૧ મેડલ પ્રાપ્ત કર્યા હતા. સંસ્થાના પ્રમુખ, ટ્રસ્ટીઓ, આચાર્ય, શિક્ષકોએ અભિનંદન પાઠવ્યા હતા. [35, 1662, 409, 1762]
column-rule [989, 107, 990, 2244]
rate-cell-rate: ૫૦૦ [1526, 2079, 1582, 2112]
divider [421, 362, 600, 363]
photo-scene [35, 1180, 409, 1313]
article-headline: નાગર જ્ઞાતિ દ્વારા વિદ્યાર્થીઓને શિષ્યવૃત્તિ અપાશે [421, 1359, 587, 1425]
ad-contact [1179, 2112, 1582, 2160]
article-headline: ભુજની ઈન્દિરાબાઈ કન્યા વિદ્યાલય ખાતે બાળ સુરક્ષા અંગે જાગૃતિ કાર્યક્રમ [35, 1134, 399, 1175]
article-dateline: ભુજ, શુક્રવાર [532, 1430, 600, 1445]
rate-cell-type: શ્રદ્ધાંજલિ/બેસણું (૧૦×૨) [1179, 1936, 1361, 1956]
article-kicker: ભારત સરકારના ઉડ્ડયન મંત્રી સમક્ષ [99, 1777, 344, 1798]
article-dateline: ગાંધીધામ, તા. ૭ [901, 1005, 984, 1020]
rate-row [1179, 1975, 1582, 1995]
boxed-highlight: જિલ્લાકક્ષાની તિરંગા યાત્રા ૧૪ ઓગસ્ટના ગાંધીધામ ખાતે યોજાશે [1201, 706, 1357, 841]
article-khambhra [421, 107, 600, 356]
photo-scene [421, 439, 600, 555]
rate-cell-color: B/W COL [1361, 2079, 1415, 2112]
rate-cell-rate: ૬૦૦ [1526, 1720, 1582, 1740]
rate-cell-color: COLOR [1361, 1956, 1415, 1975]
edition-label: (કચ્છ આવૃત્તિ) [228, 62, 339, 84]
article-body: કચ્છ કલેક્ટર અમિત અરોરાએ જણાવ્યું હતું કે, આ અભિયાનમાં વધુમાં વધુ લોકો જોડાય તે માટે જિલ્લાકક્ષાએ, તાલુકાકક્ષાએ તેમજ ગ્રામ્યકક્ષાએ વિવિધ કાર્યક્રમોનું આયોજન કરવામાં આવશે. તિરંગા યાત્રા, તિરંગા બાઈક રેલી, સેલ્ફી વિથ તિરંગા, તિરંગા ડિજિટલ અભિયાન, સ્મૃતિ દિવસની ઉજવણી સહિતના કાર્યક્રમો યોજાશે. શાળા-કોલેજોમાં ક્વિઝ, વક્તૃત્વ સ્પર્ધા, ચિત્ર સ્પર્ધા તથા ગ્રામ પંચાયતોમાં સફાઈ અભિયાન હાથ ધરાશે. દરેક સરકારી કચેરીઓ, ઉદ્યોગો, શૈક્ષણિક સંસ્થાઓ અને સામાજિક સંસ્થાઓને આ અભિયાનમાં સક્રિય ભાગીદારી કરવા અનુરોધ કરાયો હતો. [995, 527, 1192, 782]
rate-unit: PER CC [1445, 1682, 1483, 1694]
rate-cell-type: ડીસ્પ્લે [1179, 1740, 1361, 1759]
article-body: ઝુંબેશ દરમિયાન સ્મૃતિવન પરિસરમાં આવેલા અંદાજે ૫૦ જેટલા નાના-મોટા ચેકડેમોમાં મચ્છરના પોરાના જૈવિક નિયંત્રણ માટે પોરા ભક્ષક માછલીઓ છોડવામાં આવી. જેથી મચ્છરની ઉત્પત્તિ પર અસરકારક નિયંત્રણ મેળવી શકાય. સ્મૃતિવનના ભાગરૂપે ચેકડેમોમાં નિયમિત નિરીક્ષણ, પોરા નાશક કામગીરી અને જનજાગૃતિ માટે નિયમિત આયોજન કરાશે. નાગરિકોએ પણ પોતાના ઘરની આસપાસ પાણી ભરાઈ ન રહે તેની કાળજી રાખવી, ડંકી પાણીના પાત્રો ઢાંકીને રાખવા અને સાપ્તાહિક ધોરણે સફાઈ કરવા અપીલ કરી છે. [611, 688, 984, 926]
rate-cell-page: પહેલા પાને [1415, 1701, 1526, 1720]
page-number: ૨ [35, 60, 48, 85]
rate-cell-page: અંદરના પાને ૫૪૧ [1415, 2079, 1526, 2112]
article-tiranga [995, 107, 1583, 861]
masthead-left [35, 60, 339, 86]
article-child-safety [35, 1134, 409, 1436]
rate-row [1179, 2079, 1582, 2112]
ad-rate-card [1178, 1621, 1583, 2162]
article-railway [421, 1649, 600, 1978]
rate-cell-rate: ૧૨૦ [1526, 1877, 1582, 1897]
rate-cell-rate: ૩૦૦ [1526, 1799, 1582, 1818]
article-headline: ખંભરામાં યુવાન પર છરી વડે હુમલો [421, 107, 576, 146]
article-headline: 'તેરા તુજકો અર્પણ' : દયાપર પોલીસે રૂ.૧૧.૨૧ લાખનો મુદ્દામાલ રિકવર કરી મૂળ માલિકને આપ્યા [995, 1225, 1574, 1344]
column-rule [606, 107, 607, 2244]
rate-row [1179, 1799, 1582, 1818]
article-dateline: ભુજ, શુક્રવાર [1515, 314, 1583, 329]
article-chiropractic [421, 864, 600, 1347]
contact-phone: ૭૫૭૩૦૨૮૦૧૬ [1263, 2117, 1348, 2134]
article-dateline: ભુજ, શુક્રવાર [915, 542, 984, 557]
article-dateline: ભુજ, શુક્રવાર [341, 1976, 409, 1991]
photo-checkdam [793, 690, 984, 880]
rate-row [1179, 1701, 1582, 1720]
rate-cell-page: અંદરના પાને [1415, 1818, 1526, 1838]
rate-cell-type: અભિનંદન [1179, 1877, 1361, 1897]
divider [421, 1983, 600, 1985]
rate-row [1179, 1818, 1582, 1838]
